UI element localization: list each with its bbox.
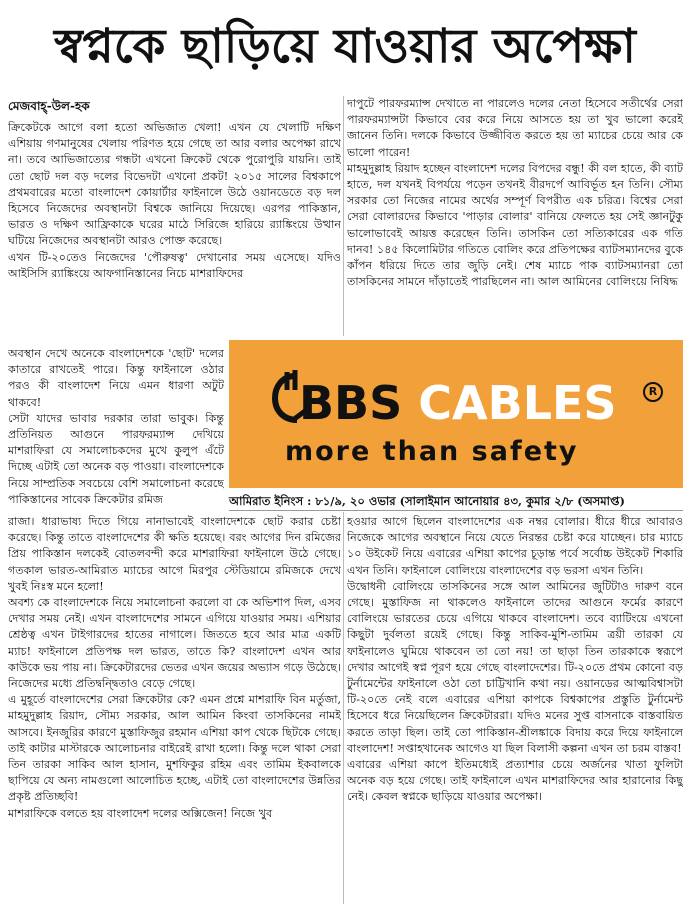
ad-brand [299,378,617,428]
article-column-left-bottom [8,514,341,904]
ad-tagline: more than safety [285,436,579,467]
article-column-left-narrow [8,346,224,516]
article-column-right-bottom [347,514,683,904]
byline: মেজবাহ্-উল-হক [8,99,90,113]
headline: স্বপ্নকে ছাড়িয়ে যাওয়ার অপেক্ষা [54,19,636,74]
paragraph: এখন টি-২০তেও নিজেদের 'পৌরুষত্ব' দেখানোর সময় এসেছে। যদিও আইসিসি র‌্যাঙ্কিংয়ে আফগানিস্তানের নিচে মাশরাফিদের [8,250,341,280]
advertisement-banner[interactable] [229,340,683,488]
paragraph: এ মুহূর্তে বাংলাদেশের সেরা ক্রিকেটার কে? এমন প্রশ্নে মাশরাফি বিন মর্তুজা, মাহমুদুল্লাহ রিয়াদ, সৌম্য সরকার, আল আমিন কিংবা তাসকিনের নামই আসবে। ইনজুরির কারণে মুস্তাফিজুর রহমান এশিয়া কাপ থেকে ছিটকে গেছে। তাই কাটার মাস্টারকে আলোচনার বাইরেই রাখা হলো। কিন্তু দলে থাকা সেরা তিন তারকা সাকিব আল হাসান, মুশফিকুর রহিম এবং তামিম ইকবালকে ছাপিয়ে যে অন্য নামগুলো আলোচিত হচ্ছে, এটাই তো বাংলাদেশের উন্নতির প্রকৃষ্ট প্রতিচ্ছবি! [8,693,341,804]
ad-brand-cables: CABLES [418,376,617,430]
paragraph: এবারের এশিয়া কাপে ইতিমধ্যেই প্রত্যাশার চেয়ে অর্জনের খাতা ফুলিটা অনেক বড় হয়ে গেছে। তাই ফাইনালে এখন মাশরাফিদের আর হারানোর কিছু নেই। কেবল স্বপ্নকে ছাড়িয়ে যাওয়ার অপেক্ষা। [347,758,683,804]
article-column-right-top [347,96,683,332]
score-caption: আমিরাত ইনিংস : ৮১/৯, ২০ ওভার (সালাইমান আনোয়ার ৪৩, কুমার ২/৮ (অসমাপ্ত) [229,492,683,511]
registered-mark: R [643,382,663,402]
paragraph: মাশরাফিকে বলতে হয় বাংলাদেশ দলের অক্সিজেন! নিজে খুব [8,806,273,820]
paragraph: সেটা যাদের ভাবার দরকার তারা ভাবুক। কিন্তু প্রতিনিয়ত আগুনে পারফরম্যান্স দেখিয়ে মাশরাফিরা যে সমালোচকদের মুখে কুলুপ এঁটে দিচ্ছে এটাই তো অনেক বড় পাওয়া। বাংলাদেশকে নিয়ে সাম্প্রতিক সবচেয়ে বেশি সমালোচনা করেছে পাকিস্তানের সাবেক ক্রিকেটার রমিজ [8,411,224,506]
paragraph: হওয়ার আগে ছিলেন বাংলাদেশের এক নম্বর বোলার। ধীরে ধীরে আবারও নিজেকে আগের অবস্থানে নিয়ে যেতে নিরন্তর চেষ্টা করে যাচ্ছেন। চার ম্যাচে ১০ উইকেট নিয়ে এবারের এশিয়া কাপের চূড়ান্ত পর্বে সর্বোচ্চ উইকেট শিকারি এখন তিনি। ফাইনালে বোলিংয়ে বাংলাদেশের বড় ভরসা এখন তিনি। [347,515,683,577]
column-divider [343,96,344,336]
paragraph: রাজা। ধারাভাষ্য দিতে গিয়ে নানাভাবেই বাংলাদেশকে ছোট করার চেষ্টা করেছে। কিন্তু তাতে বাংলাদেশের কী ক্ষতি হয়েছে। বরং আগের দিন রমিজের প্রিয় পাকিস্তান দলকেই বোতলবন্দী করে মাশরাফিরা ফাইনালে উঠে গেছে। গতকাল ভারত-আমিরাত ম্যাচের আগে মিরপুর স্টেডিয়ামে রমিজকে দেখে খুবই নিঃস্ব মনে হলো! [8,515,341,593]
paragraph: উদ্বোধনী বোলিংয়ে তাসকিনের সঙ্গে আল আমিনের জুটিটাও দারুণ বনে গেছে। মুস্তাফিজ না থাকলেও ফাইনালে তাদের আগুনে ফর্মের কারণে বোলিংয়ে ভারতের চেয়ে এগিয়ে থাকবে বাংলাদেশ। তবে ব্যাটিংয়ে এখনো কিছুটা দুর্বলতা রয়েই গেছে। কিন্তু সাকিব-মুশি-তামিম ত্রয়ী তারকা যে ফাইনালেও ঘুমিয়ে থাকবেন তা তো নয়! তা ছাড়া তিন তারকাকে স্বরূপে দেখার আগেই স্বপ্ন পূরণ হয়ে গেছে বাংলাদেশের। টি-২০তে প্রথম কোনো বড় টুর্নামেন্টের ফাইনালে ওঠা তো চাট্টিখানি কথা নয়। ওয়ানডের আত্মবিশ্বাসটা টি-২০তে নেই বলে এবারের এশিয়া কাপকে বিশ্বকাপের প্রস্তুতি টুর্নামেন্ট হিসেবে ধরে নিয়েছিলেন ক্রিকেটাররা। যদিও মনের সুপ্ত বাসনাকে বাস্তবায়িত করতে তাড়া ছিল। তাই তো পাকিস্তান-শ্রীলঙ্কাকে বিদায় করে দিয়ে ফাইনালে বাংলাদেশ! সপ্তাহখানেক আগেও যা ছিল বিলাসী কল্পনা এখন তা চরম বাস্তব! [347,579,683,755]
paragraph: অবস্থান দেখে অনেকে বাংলাদেশকে 'ছোট' দলের কাতারে রাখতেই পারে। কিন্তু ফাইনালে ওঠার পরও কী বাংলাদেশ নিয়ে এমন ধারণা অটুট থাকবে! [8,347,224,409]
paragraph: দাপুটে পারফরম্যান্স দেখাতে না পারলেও দলের নেতা হিসেবে সতীর্থের সেরা পারফরম্যান্সটা কিভাবে বের করে নিয়ে আসতে হয় তা খুব ভালো করেই জানেন তিনি। দলকে কিভাবে উজ্জীবিত করতে হয় তা ম্যাচের চেয়ে আর কে ভালো পারেন! [347,97,683,159]
article-column-left-top [8,120,341,342]
ad-brand-bbs: BBS [299,376,403,430]
paragraph: মাহমুদুল্লাহ রিয়াদ হচ্ছেন বাংলাদেশ দলের বিপদের বন্ধু! কী বল হাতে, কী ব্যাট হাতে, দল যখনই বিপর্যয়ে পড়েন তখনই বীরদর্পে আবির্ভূত হন তিনি। সৌম্য সরকার তো নিজের নামের অর্থের সম্পূর্ণ বিপরীত এক চরিত্র। বিশ্বের সেরা সেরা বোলারদের কিভাবে 'পাড়ার বোলার' বানিয়ে ফেলতে হয় সেই জ্ঞানটুকু ভালোভাবেই আয়ত্ত করেছেন তিনি। তাসকিন তো সত্যিকারের এক গতি দানব! ১৪৫ কিলোমিটার গতিতে বোলিং করে প্রতিপক্ষের ব্যাটসম্যানদের বুকে কাঁপন ধরিয়ে দিতে তার জুড়ি নেই। শেষ ম্যাচে পাক ব্যাটসম্যানরা তো তাসকিনের সামনে দাঁড়াতেই পারছিলেন না। আল আমিনের বোলিংয়ে নিষিদ্ধ [347,161,683,289]
paragraph: অবশ্য কে বাংলাদেশকে নিয়ে সমালোচনা করলো বা কে অভিশাপ দিল, এসব দেখার সময় নেই। এখন বাংলাদেশের সামনে এগিয়ে যাওয়ার সময়। এশিয়ার শ্রেষ্ঠত্ব এখন টাইগারদের হাতের নাগালে। জিততে হবে আর মাত্র একটি ম্যাচ! ফাইনালে প্রতিপক্ষ দল ভারত, তাতে কি? বাংলাদেশ এখন আর কাউকে ভয় পায় না। ক্রিকেটারদের ভেতর এখন জয়ের অভ্যাস গড়ে উঠেছে। নিজেদের মধ্যে প্রতিদ্বন্দ্বিতাও বেড়ে গেছে। [8,596,341,691]
paragraph: ক্রিকেটকে আগে বলা হতো অভিজাত খেলা! এখন যে খেলাটি দক্ষিণ এশিয়ায় গণমানুষের খেলায় পরিণত হয়ে গেছে তা আর বলার অপেক্ষা রাখে না। তবে আভিজাত্যের গন্ধটা এখনো ক্রিকেট থেকে পুরোপুরি যায়নি। তাই তো ছোট দল বড় দলের বিভেদটা এখনো প্রকট! ২০১৫ সালের বিশ্বকাপে প্রথমবারের মতো বাংলাদেশ কোয়ার্টার ফাইনালে উঠে ওয়ানডেতে বড় দল হিসেবে নিজেদের অবস্থানটা বিশ্বকে জানিয়ে দিয়েছে। এরপর পাকিস্তান, ভারত ও দক্ষিণ আফ্রিকাকে ঘরের মাঠে সিরিজে হারিয়ে র‌্যাঙ্কিংয়ে উত্থান ঘটিয়ে নিজেদের অবস্থানটা আরও পোক্ত করেছে। [8,121,341,248]
column-divider [343,512,344,904]
